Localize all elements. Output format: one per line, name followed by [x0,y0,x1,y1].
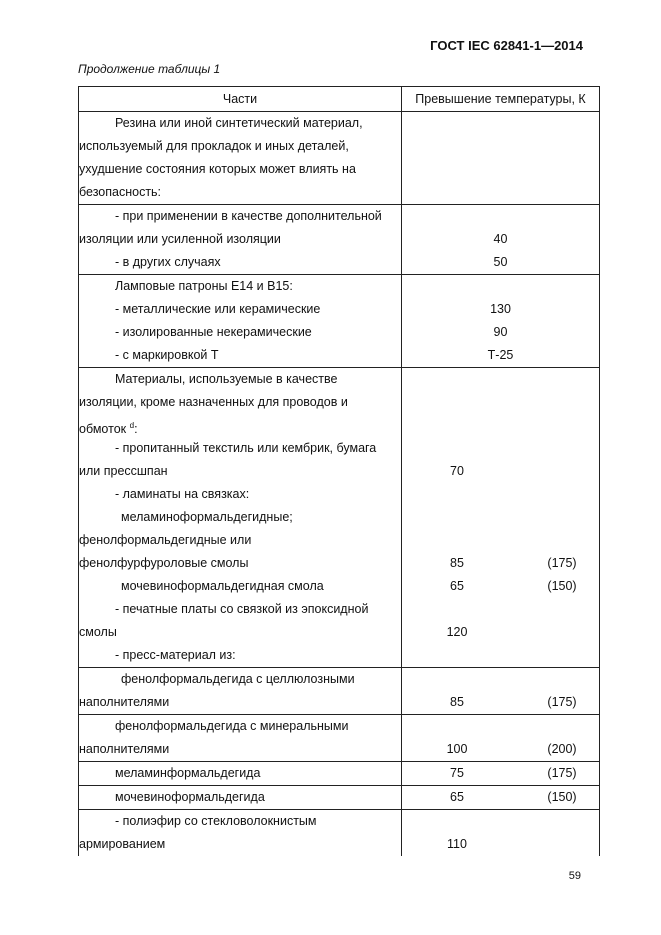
value: 50 [493,255,508,269]
page-number: 59 [568,870,581,882]
text-line: используемый для прокладок и иных деталей, [79,139,349,153]
header-temperature: Превышение температуры, К [402,87,600,112]
text-line: обмоток $^d$: [79,421,138,437]
value: (175) [547,556,577,570]
table-row [79,205,600,275]
text-line: безопасность: [79,185,162,199]
table-row [79,786,600,810]
row-rubber-value [402,112,600,205]
value: 100 [446,742,468,756]
table-row [79,810,600,857]
document-header: ГОСТ IEC 62841-1—2014 [430,38,583,53]
row-rubber-parts [79,112,402,205]
text-line: - ламинаты на связках: [115,487,250,501]
text-line: - при применении в качестве дополнительной [115,209,382,223]
value: (175) [547,766,577,780]
row-materials-parts [79,368,402,668]
row-lamp-value [402,275,600,368]
value: 70 [450,464,464,478]
row-materials-value [402,368,600,668]
text-line: Резина или иной синтетический материал, [115,116,363,130]
text-line: смолы [79,625,117,639]
value: 65 [450,790,464,804]
table-row [79,715,600,762]
text-line: - пропитанный текстиль или кембрик, бумага [115,441,377,455]
text-line: - в других случаях [115,255,221,269]
table-row [79,668,600,715]
row-phenol-cellulose-value [402,668,600,715]
row-polyester-value [402,810,600,857]
row-lamp-parts [79,275,402,368]
value: Т-25 [487,348,514,362]
value: 90 [493,325,508,339]
temperature-table [78,86,600,856]
row-phenol-cellulose-parts [79,668,402,715]
header-parts: Части [79,87,402,112]
text-line: Ламповые патроны Е14 и В15: [115,279,293,293]
row-phenol-mineral-value [402,715,600,762]
text-line: - изолированные некерамические [115,325,312,339]
text-line: - пресс-материал из: [115,648,236,662]
value: 40 [493,232,508,246]
text-line: изоляции или усиленной изоляции [79,232,281,246]
text-line: меламинформальдегида [115,766,261,780]
text-line: фенолформальдегидные или [79,533,252,547]
value: (200) [547,742,577,756]
row-melamine-value [402,762,600,786]
table-row [79,368,600,668]
value: (150) [547,790,577,804]
value: 110 [447,837,467,851]
value: 75 [450,766,464,780]
row-polyester-parts [79,810,402,857]
row-insulation-parts [79,205,402,275]
value: (150) [547,579,577,593]
text-line: фенолформальдегида с целлюлозными [121,672,355,686]
text-line: наполнителями [79,695,170,709]
text-line: фенолфурфуроловые смолы [79,556,249,570]
value: 65 [450,579,464,593]
footnote-marker: d [129,421,135,430]
row-insulation-value [402,205,600,275]
text-line: наполнителями [79,742,170,756]
text-line: меламиноформальдегидные; [121,510,293,524]
text-line: мочевиноформальдегида [115,790,265,804]
text-line: ухудшение состояния которых может влиять на [79,162,356,176]
value: 120 [446,625,468,639]
text-line: - с маркировкой Т [115,348,219,362]
text-line: - печатные платы со связкой из эпоксидной [115,602,369,616]
text-line: - полиэфир со стекловолокнистым [115,814,317,828]
text-line: Материалы, используемые в качестве [115,372,338,386]
table-row [79,762,600,786]
row-urea-parts [79,786,402,810]
text-line: фенолформальдегида с минеральными [115,719,349,733]
table-row [79,112,600,205]
text-line: мочевиноформальдегидная смола [121,579,324,593]
value: 85 [450,695,464,709]
text-line: армированием [79,837,166,851]
text-line: изоляции, кроме назначенных для проводов и [79,395,348,409]
value: (175) [547,695,577,709]
text-line: - металлические или керамические [115,302,321,316]
table-caption: Продолжение таблицы 1 [78,62,221,76]
text-line: или прессшпан [79,464,168,478]
value: 130 [490,302,511,316]
table-row [79,275,600,368]
row-phenol-mineral-parts [79,715,402,762]
value: 85 [450,556,464,570]
row-urea-value [402,786,600,810]
table-header-row [79,87,600,112]
row-melamine-parts [79,762,402,786]
